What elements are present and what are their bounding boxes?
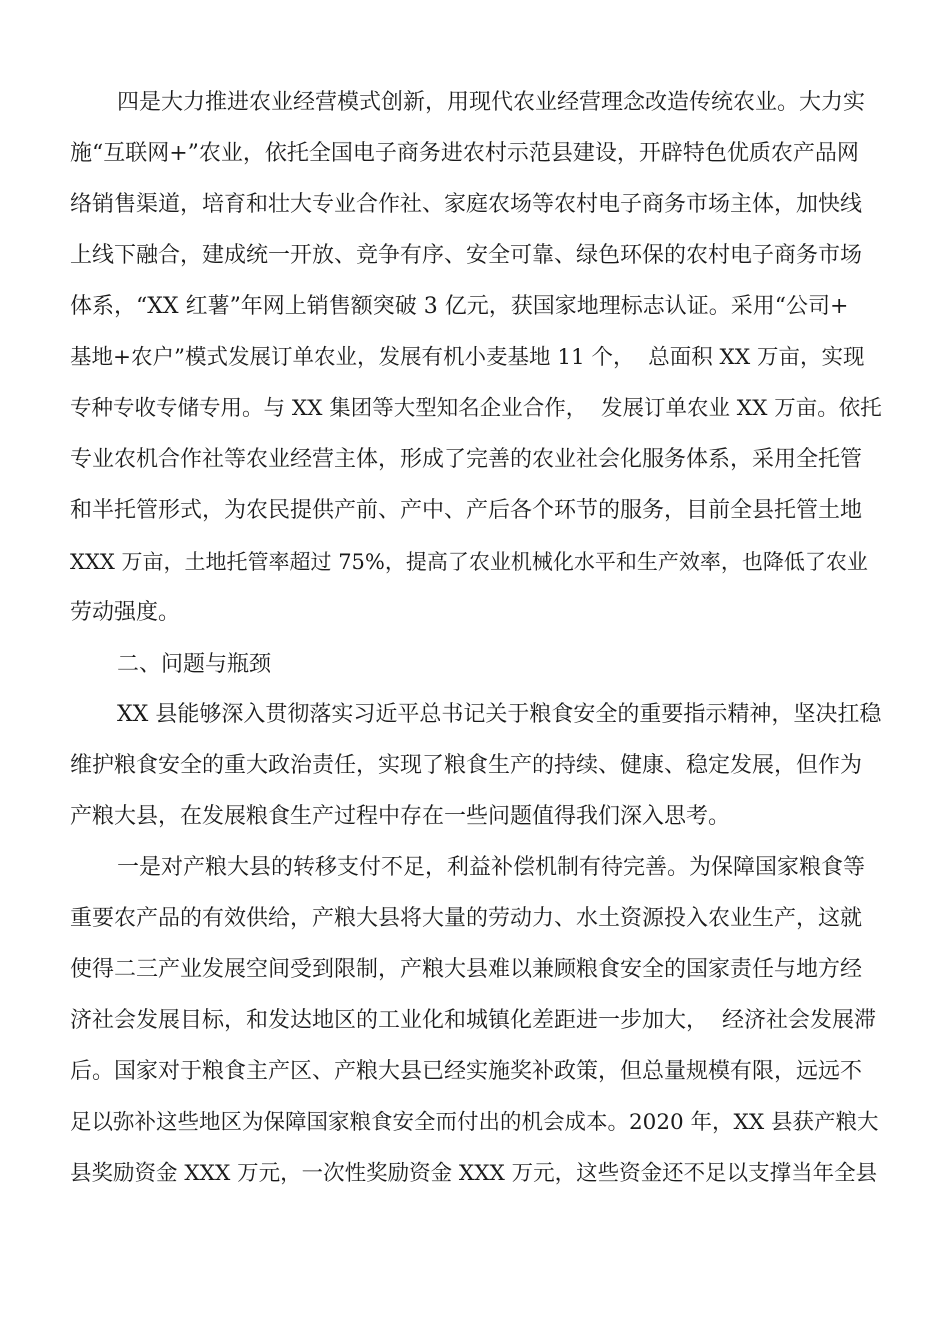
line-text: 施“互联网+”农业，依托全国电子商务进农村示范县建设，开辟特色优质农产品网 [70, 141, 859, 166]
text-line [0, 443, 950, 477]
text-line [0, 239, 950, 273]
text-line [0, 341, 950, 375]
text-line [0, 137, 950, 171]
text-line [0, 953, 950, 987]
section-heading [0, 648, 950, 682]
line-text: 产粮大县，在发展粮食生产过程中存在一些问题值得我们深入思考。 [70, 804, 731, 829]
text-line [0, 1004, 950, 1038]
text-line [0, 902, 950, 936]
text-line [0, 1055, 950, 1089]
text-line [0, 800, 950, 834]
text-line [0, 392, 950, 426]
line-text: 四是大力推进农业经营模式创新，用现代农业经营理念改造传统农业。大力实 [117, 90, 866, 115]
text-line [0, 1157, 950, 1191]
line-text: 上线下融合，建成统一开放、竞争有序、安全可靠、绿色环保的农村电子商务市场 [70, 243, 863, 268]
text-line [0, 188, 950, 222]
text-line [0, 1106, 950, 1140]
line-text: XXX 万亩，土地托管率超过 75%，提高了农业机械化水平和生产效率，也降低了农业 [70, 550, 868, 574]
line-text: 维护粮食安全的重大政治责任，实现了粮食生产的持续、健康、稳定发展，但作为 [70, 753, 863, 778]
line-text: 足以弥补这些地区为保障国家粮食安全而付出的机会成本。2020 年，XX 县获产粮大 [70, 1110, 879, 1135]
line-text: 专业农机合作社等农业经营主体，形成了完善的农业社会化服务体系，采用全托管 [70, 447, 863, 472]
line-text: 专种专收专储专用。与 XX 集团等大型知名企业合作， 发展订单农业 XX 万亩。依托 [70, 396, 882, 421]
line-text: 一是对产粮大县的转移支付不足，利益补偿机制有待完善。为保障国家粮食等 [117, 855, 866, 880]
text-line [0, 494, 950, 528]
heading-text: 二、问题与瓶颈 [117, 652, 272, 677]
line-text: XX 县能够深入贯彻落实习近平总书记关于粮食安全的重要指示精神，坚决扛稳 [117, 702, 882, 727]
line-text: 和半托管形式，为农民提供产前、产中、产后各个环节的服务，目前全县托管土地 [70, 498, 863, 523]
line-text: 后。国家对于粮食主产区、产粮大县已经实施奖补政策，但总量规模有限，远远不 [70, 1059, 863, 1084]
text-line [0, 86, 950, 120]
line-text: 济社会发展目标，和发达地区的工业化和城镇化差距进一步加大， 经济社会发展滞 [70, 1008, 876, 1033]
line-text: 体系，“XX 红薯”年网上销售额突破 3 亿元，获国家地理标志认证。采用“公司+ [70, 294, 849, 319]
text-line [0, 698, 950, 732]
line-text: 重要农产品的有效供给，产粮大县将大量的劳动力、水土资源投入农业生产，这就 [70, 906, 863, 931]
text-line [0, 596, 950, 630]
line-text: 络销售渠道，培育和壮大专业合作社、家庭农场等农村电子商务市场主体，加快线 [70, 192, 863, 217]
text-line [0, 749, 950, 783]
line-text: 使得二三产业发展空间受到限制，产粮大县难以兼顾粮食安全的国家责任与地方经 [70, 957, 863, 982]
text-line [0, 545, 950, 579]
line-text: 基地+农户”模式发展订单农业，发展有机小麦基地 11 个， 总面积 XX 万亩，实现 [70, 345, 865, 370]
text-line [0, 290, 950, 324]
text-line [0, 851, 950, 885]
line-text: 劳动强度。 [70, 600, 181, 625]
line-text: 县奖励资金 XXX 万元，一次性奖励资金 XXX 万元，这些资金还不足以支撑当年全县 [70, 1161, 878, 1186]
